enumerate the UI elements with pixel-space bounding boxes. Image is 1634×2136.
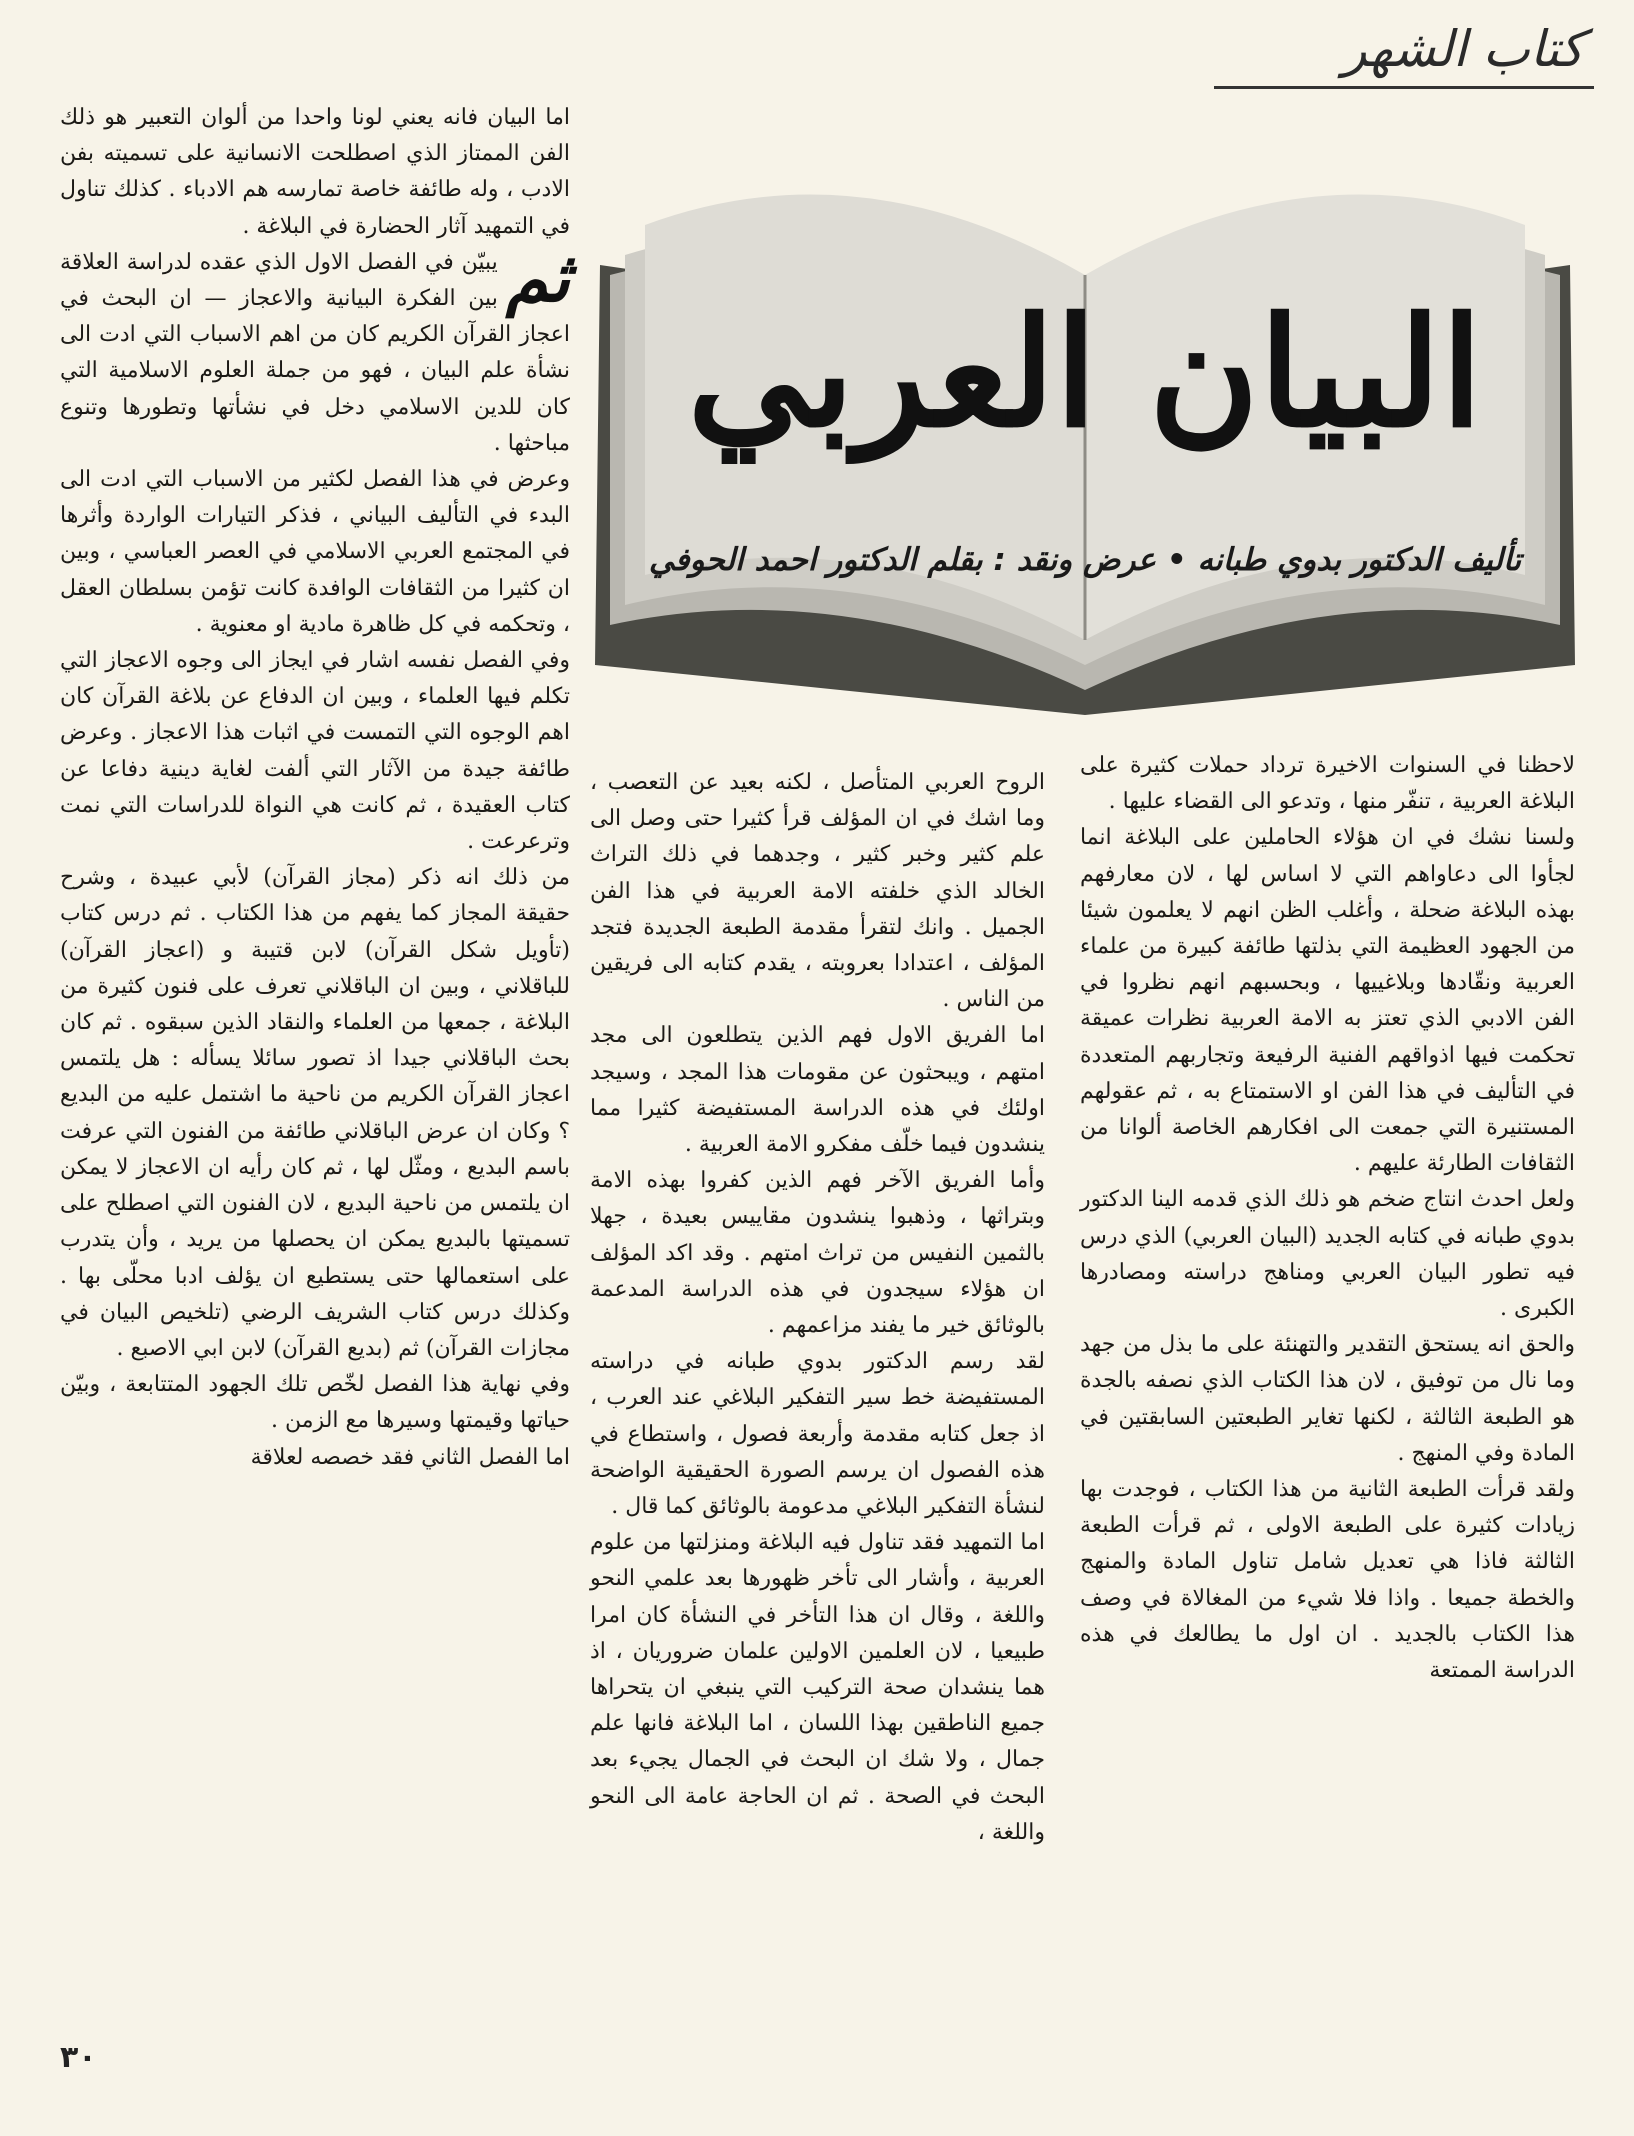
column-right <box>1080 748 1575 1978</box>
paragraph: وفي نهاية هذا الفصل لخّص تلك الجهود المتتابعة ، وبيّن حياتها وقيمتها وسيرها مع الزمن . <box>60 1372 570 1434</box>
paragraph: اما البيان فانه يعني لونا واحدا من ألوان التعبير هو ذلك الفن الممتاز الذي اصطلحت الانسانية على تسميته بفن الادب ، وله طائفة خاصة تمارسه هم الادباء . كذلك تناول في التمهيد آثار الحضارة في البلاغة . <box>60 105 570 239</box>
paragraph: اما الفريق الاول فهم الذين يتطلعون الى مجد امتهم ، ويبحثون عن مقومات هذا المجد ، وسيجد اولئك في هذه الدراسة المستفيضة كثيرا مما ينشدون فيما خلّف مفكرو الامة العربية . <box>590 1023 1045 1158</box>
paragraph: وأما الفريق الآخر فهم الذين كفروا بهذه الامة وبتراثها ، وذهبوا ينشدون مقاييس بعيدة ، جهلا بالثمين النفيس من تراث امتهم . وقد اكد المؤلف ان هؤلاء سيجدون في هذه الدراسة المدعمة بالوثائق خير ما يفند مزاعمهم . <box>590 1168 1045 1339</box>
paragraph: ثم يبيّن في الفصل الاول الذي عقده لدراسة العلاقة بين الفكرة البيانية والاعجاز — ان البحث في اعجاز القرآن الكريم كان من اهم الاسباب التي ادت الى نشأة علم البيان ، فهو من جملة العلوم الاسلامية التي كان للدين الاسلامي دخل في نشأتها وتطورها وتنوع مباحثها . <box>60 237 570 456</box>
section-header: كتاب الشهر <box>1342 20 1584 78</box>
page-number: ٣٠ <box>60 2040 97 2075</box>
book-byline: تأليف الدكتور بدوي طبانه • عرض ونقد : بقلم الدكتور احمد الحوفي <box>648 542 1522 578</box>
paragraph: اما الفصل الثاني فقد خصصه لعلاقة <box>250 1444 570 1470</box>
column-left <box>60 100 570 2000</box>
dropcap: ثم <box>505 237 570 318</box>
paragraph: لقد رسم الدكتور بدوي طبانه في دراسته المستفيضة خط سير التفكير البلاغي عند العرب ، اذ جعل كتابه مقدمة وأربعة فصول ، واستطاع في هذه الفصول ان يرسم الصورة الحقيقية الواضحة لنشأة التفكير البلاغي مدعومة بالوثائق كما قال . <box>590 1349 1045 1520</box>
paragraph: الروح العربي المتأصل ، لكنه بعيد عن التعصب ، وما اشك في ان المؤلف قرأ كثيرا حتى وصل الى علم كثير وخبر كثير ، وجدهما في ذلك التراث الخالد الذي خلفته الامة العربية في هذا الفن الجميل . وانك لتقرأ مقدمة الطبعة الجديدة فتجد المؤلف ، اعتدادا بعروبته ، يقدم كتابه الى فريقين من الناس . <box>590 770 1045 1013</box>
paragraph: من ذلك انه ذكر (مجاز القرآن) لأبي عبيدة ، وشرح حقيقة المجاز كما يفهم من هذا الكتاب . ثم درس كتاب (تأويل شكل القرآن) لابن قتيبة و (اعجاز القرآن) للباقلاني ، وبين ان الباقلاني تعرف على فنون كثيرة من البلاغة ، جمعها من العلماء والنقاد الذين سبقوه . ثم كان بحث الباقلاني جيدا اذ تصور سائلا يسأله : هل يلتمس اعجاز القرآن الكريم من ناحية ما اشتمل عليه من البديع ؟ وكان ان عرض الباقلاني طائفة من الفنون التي عرفت باسم البديع ، ومثّل لها ، ثم كان رأيه ان الاعجاز لا يمكن ان يلتمس من ناحية البديع ، لان الفنون التي اصطلح على تسميتها بالبديع يمكن ان يحصلها من يريد ، وأن يتدرب على استعمالها حتى يستطيع ان يؤلف ادبا محلّى بها . وكذلك درس كتاب الشريف الرضي (تلخيص البيان في مجازات القرآن) ثم (بديع القرآن) لابن ابي الاصبع . <box>59 865 570 1361</box>
book-illustration <box>570 105 1600 725</box>
paragraph: ولعل احدث انتاج ضخم هو ذلك الذي قدمه الينا الدكتور بدوي طبانه في كتابه الجديد (البيان العربي) الذي درس فيه تطور البيان العربي ومناهج دراسته ومصادرها الكبرى . <box>1080 1187 1575 1322</box>
paragraph: وفي الفصل نفسه اشار في ايجاز الى وجوه الاعجاز التي تكلم فيها العلماء ، وبين ان الدفاع عن بلاغة القرآن كان اهم الوجوه التي التمست في اثبات هذا الاعجاز . وعرض طائفة جيدة من الآثار التي ألفت لغاية دينية دفاعا عن كتاب العقيدة ، ثم كانت هي النواة للدراسات التي نمت وترعرعت . <box>60 648 570 855</box>
paragraph: اما التمهيد فقد تناول فيه البلاغة ومنزلتها من علوم العربية ، وأشار الى تأخر ظهورها بعد علمي النحو واللغة ، وقال ان هذا التأخر في النشأة كان امرا طبيعيا ، لان العلمين الاولين علمان ضروريان ، اذ هما ينشدان صحة التركيب التي ينبغي ان يتحراها جميع الناطقين بهذا اللسان ، اما البلاغة فانها علم جمال ، ولا شك ان البحث في الجمال يجيء بعد البحث في الصحة . ثم ان الحاجة عامة الى النحو واللغة ، <box>590 1530 1045 1845</box>
paragraph: ولقد قرأت الطبعة الثانية من هذا الكتاب ، فوجدت بها زيادات كثيرة على الطبعة الاولى ، ثم قرأت الطبعة الثالثة فاذا هي تعديل شامل تناول المادة والمنهج والخطة جميعا . واذا فلا شيء من المغالاة في وصف هذا الكتاب بالجديد . ان اول ما يطالعك في هذه الدراسة الممتعة <box>1080 1477 1575 1684</box>
book-title: البيان العربي <box>687 285 1483 461</box>
paragraph: وعرض في هذا الفصل لكثير من الاسباب التي ادت الى البدء في التأليف البياني ، فذكر التيارات الواردة وأثرها في المجتمع العربي الاسلامي في العصر العباسي ، وبين ان كثيرا من الثقافات الوافدة كانت تؤمن بسلطان العقل ، وتحكمه في كل ظاهرة مادية او معنوية . <box>60 467 570 637</box>
paragraph: لاحظنا في السنوات الاخيرة ترداد حملات كثيرة على البلاغة العربية ، تنفّر منها ، وتدعو الى القضاء عليها . <box>1080 753 1575 815</box>
header-rule <box>1214 86 1594 89</box>
paragraph: ولسنا نشك في ان هؤلاء الحاملين على البلاغة انما لجأوا الى دعاواهم التي لا اساس لها ، لان معارفهم بهذه البلاغة ضحلة ، وأغلب الظن انهم لا يعلمون شيئا من الجهود العظيمة التي بذلتها طائفة كبيرة من علماء العربية ونقّادها وبلاغييها ، وبحسبهم انهم نظروا في الفن الادبي الذي تعتز به الامة العربية نظرات عميقة تحكمت فيها اذواقهم الفنية الرفيعة وتجاربهم المتعددة في التأليف في هذا الفن او الاستمتاع به ، ثم عقولهم المستنيرة التي جمعت الى افكارهم الخاصة ألوانا من الثقافات الطارئة عليهم . <box>1080 825 1575 1177</box>
column-middle <box>590 765 1045 1965</box>
paragraph: والحق انه يستحق التقدير والتهنئة على ما بذل من جهد وما نال من توفيق ، لان هذا الكتاب الذي نصفه بالجدة هو الطبعة الثالثة ، لكنها تغاير الطبعتين السابقتين في المادة وفي المنهج . <box>1080 1332 1575 1466</box>
